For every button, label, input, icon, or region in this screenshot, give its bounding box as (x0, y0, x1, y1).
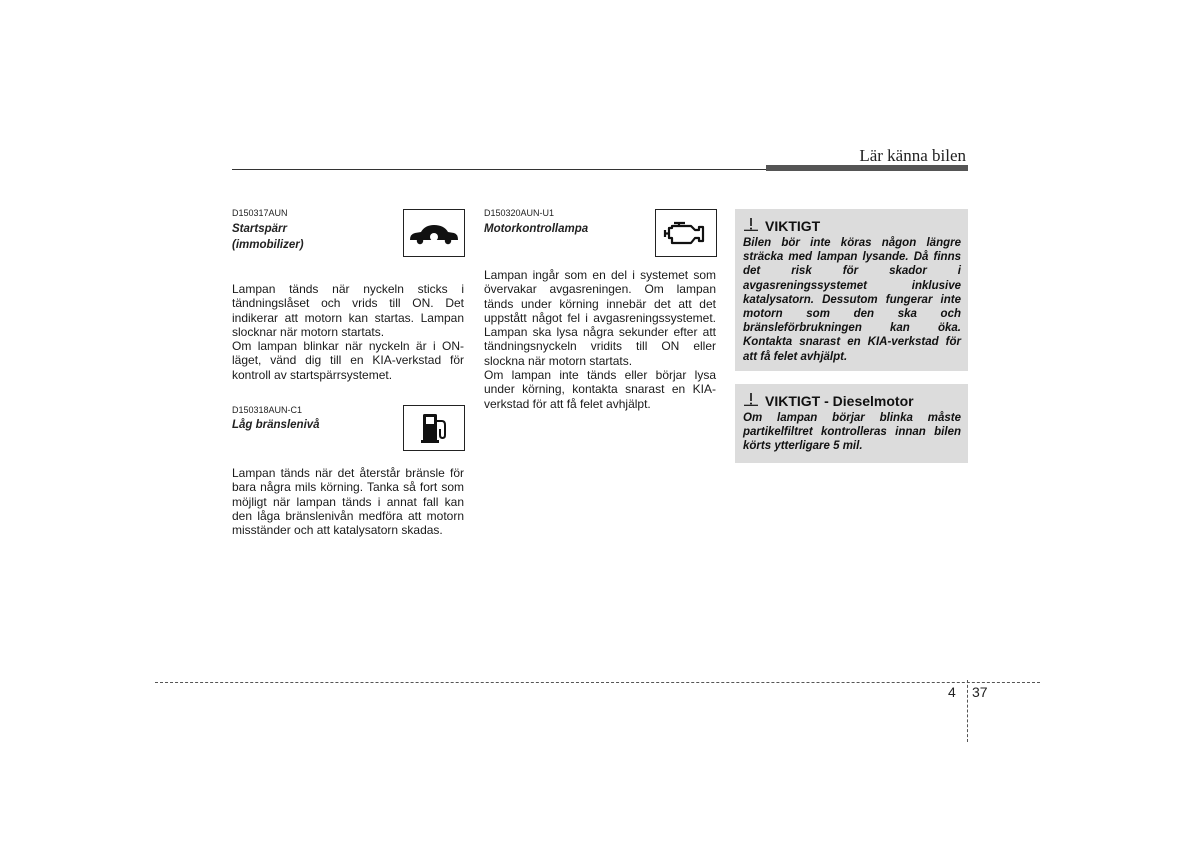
section-body (232, 466, 464, 537)
section-title-line1: Startspärr (232, 223, 287, 235)
section-code: D150318AUN-C1 (232, 405, 303, 415)
warning-icon (743, 392, 759, 409)
warning-text: Bilen bör inte köras någon längre sträcka med lampan lysande. Då finns det risk för skador i avgasreningssystemet inklusive katalysatorn. Dessutom fungerar inte motorn som den ska och bränsleförbrukningen kan öka. Kontakta snarast en KIA-verkstad för att få felet avhjälpt. (743, 237, 961, 363)
check-engine-icon (655, 209, 717, 257)
warning-box (735, 209, 968, 371)
paragraph: Lampan tänds när nyckeln sticks i tändningslåset och vrids till ON. Det indikerar att motorn kan startas. Lampan slocknar när motorn startats. (232, 282, 464, 339)
section-code: D150317AUN (232, 208, 288, 218)
footer-rule (155, 682, 1040, 683)
header-rule-accent (766, 165, 968, 171)
section-code: D150320AUN-U1 (484, 208, 555, 218)
section-body (232, 282, 464, 382)
section-title (232, 221, 304, 253)
footer-divider (967, 680, 968, 742)
section-title: Låg bränslenivå (232, 419, 320, 431)
page-number: 37 (972, 684, 988, 700)
section-body (484, 268, 716, 411)
warning-icon (743, 217, 759, 234)
chapter-title: Lär känna bilen (859, 146, 966, 165)
chapter-number: 4 (948, 684, 956, 700)
warning-box-diesel (735, 384, 968, 463)
fuel-pump-icon (403, 405, 465, 451)
car-immobilizer-icon (403, 209, 465, 257)
paragraph: Om lampan inte tänds eller börjar lysa under körning, kontakta snarast en KIA-verkstad för att få felet avhjälpt. (484, 368, 716, 411)
warning-title: VIKTIGT (765, 217, 821, 234)
section-title: Motorkontrollampa (484, 223, 589, 235)
warning-text: Om lampan börjar blinka måste partikelfiltret kontrolleras innan bilen körts ytterligare 5 mil. (743, 412, 961, 453)
paragraph: Lampan tänds när det återstår bränsle för bara några mils körning. Tanka så fort som möjligt när lampan tänds i annat fall kan den låga bränslenivån medföra att motorn misständer och att katalysatorn skadas. (232, 466, 464, 538)
section-title-line2: (immobilizer) (232, 239, 304, 251)
paragraph: Lampan ingår som en del i systemet som övervakar avgasreningen. Om lampan tänds under körning innebär det att det uppstått något fel i avgasreningssystemet. Lampan ska lysa några sekunder efter att tändningsnyckeln vridits till ON eller slockna när motorn startats. (484, 268, 716, 368)
paragraph: Om lampan blinkar när nyckeln är i ON-läget, vänd dig till en KIA-verkstad för kontroll av startspärrsystemet. (232, 339, 464, 382)
warning-title: VIKTIGT - Dieselmotor (765, 392, 914, 409)
